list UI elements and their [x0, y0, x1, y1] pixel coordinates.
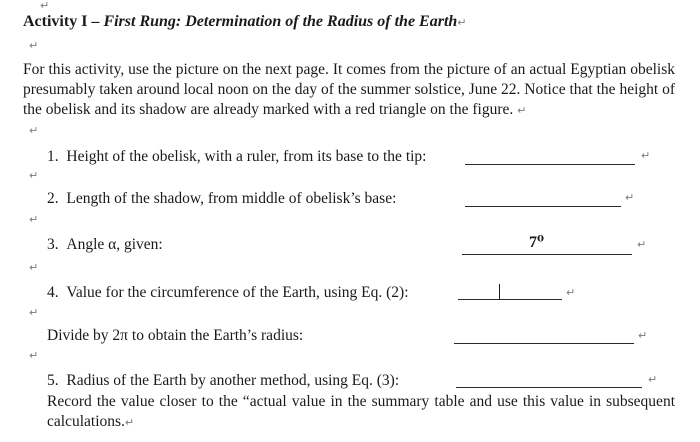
radius-answer-field[interactable] — [454, 343, 634, 344]
title-italic: First Rung: Determination of the Radius of the Earth — [103, 13, 458, 30]
item-text: Value for the circumference of the Earth, using Eq. (2): — [66, 284, 409, 301]
return-mark-icon: ↵ — [29, 213, 39, 226]
return-mark-icon: ↵ — [29, 39, 39, 52]
closing-text: Record the value closer to the “actual value in the summary table and use this value in subsequent calculations. — [47, 393, 675, 430]
item-text: Divide by 2π to obtain the Earth’s radius: — [47, 327, 304, 344]
return-mark-icon: ↵ — [29, 124, 39, 137]
return-mark-icon: ↵ — [457, 16, 467, 29]
return-mark-icon: ↵ — [641, 149, 651, 162]
title-prefix: Activity I – — [23, 13, 104, 30]
item-4 — [47, 283, 409, 303]
return-mark-icon: ↵ — [29, 169, 39, 182]
return-mark-icon: ↵ — [638, 329, 648, 342]
intro-text: For this activity, use the picture on the next page. It comes from the picture of an actual Egyptian obelisk presumably taken around local noon on the day of the summer solstice, June 22. Notice that the height of the obelisk and its shadow are already marked with a red triangle on the figure. — [23, 61, 675, 118]
item-number: 1. — [47, 148, 59, 165]
return-mark-icon: ↵ — [648, 373, 658, 386]
intro-paragraph — [23, 60, 675, 120]
closing-paragraph — [47, 392, 675, 432]
item-number: 4. — [47, 284, 59, 301]
item-number: 5. — [47, 372, 59, 389]
angle-answer-field[interactable] — [462, 254, 632, 255]
height-answer-field[interactable] — [465, 164, 635, 165]
shadow-answer-field[interactable] — [465, 206, 621, 207]
item-text: Angle α, given: — [66, 236, 163, 253]
circumference-answer-field[interactable] — [458, 299, 562, 300]
radius-method2-answer-field[interactable] — [456, 387, 642, 388]
item-3 — [47, 235, 163, 255]
return-mark-icon: ↵ — [29, 349, 39, 362]
return-mark-icon: ↵ — [40, 0, 50, 12]
item-text: Height of the obelisk, with a ruler, from its base to the tip: — [66, 148, 427, 165]
return-mark-icon: ↵ — [124, 416, 135, 429]
return-mark-icon: ↵ — [517, 104, 527, 117]
return-mark-icon: ↵ — [29, 306, 39, 319]
text-cursor — [499, 284, 500, 300]
item-text: Length of the shadow, from middle of obelisk’s base: — [66, 190, 397, 207]
activity-title — [23, 12, 467, 32]
item-text: Radius of the Earth by another method, using Eq. (3): — [66, 372, 400, 389]
radius-instruction — [47, 326, 303, 346]
return-mark-icon: ↵ — [29, 261, 39, 274]
return-mark-icon: ↵ — [625, 191, 635, 204]
return-mark-icon: ↵ — [637, 238, 647, 251]
angle-answer-value: 7⁰ — [529, 234, 545, 251]
item-number: 3. — [47, 236, 59, 253]
item-number: 2. — [47, 190, 59, 207]
return-mark-icon: ↵ — [566, 286, 576, 299]
item-1 — [47, 147, 427, 167]
item-2 — [47, 189, 396, 209]
item-5 — [47, 371, 399, 391]
